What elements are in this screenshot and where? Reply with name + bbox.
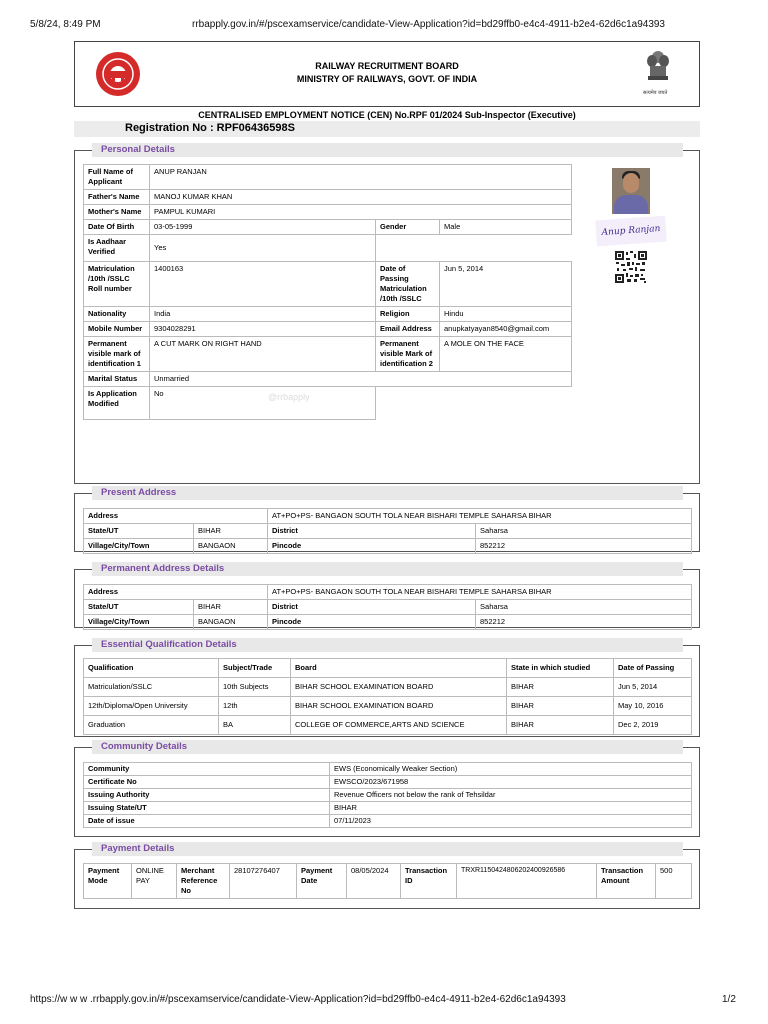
payment-mode-label: Payment Mode (84, 864, 132, 899)
village-value: BANGAON (194, 615, 268, 630)
table-cell: 12th (219, 697, 291, 716)
transaction-id-label: Transaction ID (401, 864, 457, 899)
column-header: State in which studied (507, 659, 614, 678)
roll-label: Matriculation /10th /SSLC Roll number (84, 262, 150, 307)
table-header-row (84, 659, 692, 678)
table-row (84, 524, 692, 539)
mark1-label: Permanent visible mark of identification 1 (84, 337, 150, 372)
section-title: Present Address (101, 487, 177, 498)
religion-value: Hindu (440, 307, 572, 322)
payment-mode-value: ONLINE PAY (132, 864, 177, 899)
village-label: Village/City/Town (84, 539, 194, 554)
mobile-value: 9304028291 (150, 322, 376, 337)
transaction-amount-label: Transaction Amount (597, 864, 656, 899)
table-row (84, 864, 692, 899)
district-label: District (268, 600, 476, 615)
table-cell: COLLEGE OF COMMERCE,ARTS AND SCIENCE (291, 716, 507, 735)
address-value: AT+PO+PS- BANGAON SOUTH TOLA NEAR BISHARI TEMPLE SAHARSA BIHAR (268, 585, 692, 600)
payment-section (74, 843, 700, 909)
table-row (84, 615, 692, 630)
table-cell: May 10, 2016 (614, 697, 692, 716)
qualification-section (74, 639, 700, 737)
table-row (84, 509, 692, 524)
passing-label: Date of Passing Matriculation /10th /SSLC (376, 262, 440, 307)
table-cell: Date of issue (84, 815, 330, 828)
table-cell: Community (84, 763, 330, 776)
community-table (83, 762, 692, 828)
personal-details-section (74, 144, 700, 484)
watermark-text: @rrbapply (268, 392, 310, 402)
aadhaar-value: Yes (150, 235, 376, 262)
table-cell: BIHAR (507, 697, 614, 716)
table-cell: BIHAR (507, 716, 614, 735)
present-address-section (74, 487, 700, 552)
print-datetime: 5/8/24, 8:49 PM (30, 19, 101, 30)
address-label: Address (84, 509, 268, 524)
table-cell: Matriculation/SSLC (84, 678, 219, 697)
table-row (84, 262, 572, 307)
section-title: Essential Qualification Details (101, 639, 237, 650)
roll-value: 1400163 (150, 262, 376, 307)
merchant-ref-label: Merchant Reference No (177, 864, 230, 899)
footer-url: https://w w w .rrbapply.gov.in/#/pscexamservice/candidate-View-Application?id=bd29ffb0-e4c4-4911-b2e4-62d6c1a94393 (30, 994, 566, 1005)
section-title: Community Details (101, 741, 188, 752)
table-cell: Revenue Officers not below the rank of Tehsildar (330, 789, 692, 802)
table-row (84, 539, 692, 554)
applicant-photo (612, 168, 650, 214)
table-row (84, 600, 692, 615)
father-name-value: MANOJ KUMAR KHAN (150, 190, 572, 205)
address-label: Address (84, 585, 268, 600)
table-cell: EWSCO/2023/671958 (330, 776, 692, 789)
table-row (84, 776, 692, 789)
table-row (84, 387, 572, 420)
board-title: RAILWAY RECRUITMENT BOARD (315, 61, 459, 71)
ministry-title: MINISTRY OF RAILWAYS, GOVT. OF INDIA (296, 74, 478, 84)
district-value: Saharsa (476, 600, 692, 615)
table-row (84, 678, 692, 697)
payment-date-value: 08/05/2024 (347, 864, 401, 899)
gender-value: Male (440, 220, 572, 235)
permanent-address-table (83, 584, 692, 630)
table-row (84, 165, 572, 190)
table-row (84, 697, 692, 716)
mobile-label: Mobile Number (84, 322, 150, 337)
state-value: BIHAR (194, 524, 268, 539)
pincode-label: Pincode (268, 539, 476, 554)
village-value: BANGAON (194, 539, 268, 554)
community-section (74, 741, 700, 837)
table-cell: BIHAR (507, 678, 614, 697)
registration-number: Registration No : RPF06436598S (125, 122, 295, 134)
table-cell: Issuing Authority (84, 789, 330, 802)
table-cell: Issuing State/UT (84, 802, 330, 815)
table-row (84, 815, 692, 828)
full-name-value: ANUP RANJAN (150, 165, 572, 190)
print-url: rrbapply.gov.in/#/pscexamservice/candidate-View-Application?id=bd29ffb0-e4c4-4911-b2e4-62d6c1a94393 (192, 19, 665, 30)
mother-name-label: Mother's Name (84, 205, 150, 220)
pincode-value: 852212 (476, 539, 692, 554)
national-emblem-icon (644, 50, 672, 88)
state-value: BIHAR (194, 600, 268, 615)
registration-bar (74, 121, 700, 137)
email-label: Email Address (376, 322, 440, 337)
religion-label: Religion (376, 307, 440, 322)
transaction-amount-value: 500 (656, 864, 692, 899)
email-value: anupkatyayan8540@gmail.com (440, 322, 572, 337)
pincode-value: 852212 (476, 615, 692, 630)
marital-label: Marital Status (84, 372, 150, 387)
table-cell: BA (219, 716, 291, 735)
table-cell: Graduation (84, 716, 219, 735)
qualification-table (83, 658, 692, 735)
state-label: State/UT (84, 524, 194, 539)
transaction-id-value: TRXR1150424806202400926586 (457, 864, 597, 899)
dob-value: 03-05-1999 (150, 220, 376, 235)
column-header: Board (291, 659, 507, 678)
column-header: Qualification (84, 659, 219, 678)
gender-label: Gender (376, 220, 440, 235)
emblem-caption: सत्यमेव जयते (643, 90, 668, 96)
nationality-label: Nationality (84, 307, 150, 322)
table-row (84, 235, 572, 262)
nationality-value: India (150, 307, 376, 322)
table-row (84, 337, 572, 372)
modified-label: Is Application Modified (84, 387, 150, 420)
address-value: AT+PO+PS- BANGAON SOUTH TOLA NEAR BISHARI TEMPLE SAHARSA BIHAR (268, 509, 692, 524)
applicant-signature: Anup Ranjan (595, 216, 667, 247)
table-row (84, 205, 572, 220)
table-cell: EWS (Economically Weaker Section) (330, 763, 692, 776)
mark2-label: Permanent visible Mark of identification 2 (376, 337, 440, 372)
table-row (84, 190, 572, 205)
present-address-table (83, 508, 692, 554)
district-value: Saharsa (476, 524, 692, 539)
village-label: Village/City/Town (84, 615, 194, 630)
mother-name-value: PAMPUL KUMARI (150, 205, 572, 220)
payment-date-label: Payment Date (297, 864, 347, 899)
table-row (84, 322, 572, 337)
table-cell: 12th/Diploma/Open University (84, 697, 219, 716)
section-title: Personal Details (101, 144, 175, 155)
page-number: 1/2 (722, 994, 736, 1005)
district-label: District (268, 524, 476, 539)
table-row (84, 307, 572, 322)
table-row (84, 789, 692, 802)
mark2-value: A MOLE ON THE FACE (440, 337, 572, 372)
modified-value: No (150, 387, 376, 420)
table-cell: 07/11/2023 (330, 815, 692, 828)
table-row (84, 585, 692, 600)
father-name-label: Father's Name (84, 190, 150, 205)
payment-table (83, 863, 692, 899)
table-cell: BIHAR SCHOOL EXAMINATION BOARD (291, 697, 507, 716)
marital-value: Unmarried (150, 372, 572, 387)
table-cell: Jun 5, 2014 (614, 678, 692, 697)
table-row (84, 763, 692, 776)
merchant-ref-value: 28107276407 (230, 864, 297, 899)
table-cell: Certificate No (84, 776, 330, 789)
column-header: Date of Passing (614, 659, 692, 678)
dob-label: Date Of Birth (84, 220, 150, 235)
table-row (84, 220, 572, 235)
table-row (84, 802, 692, 815)
pincode-label: Pincode (268, 615, 476, 630)
column-header: Subject/Trade (219, 659, 291, 678)
header-box (74, 41, 700, 107)
table-row (84, 372, 572, 387)
qr-code-icon (614, 250, 648, 284)
table-cell: Dec 2, 2019 (614, 716, 692, 735)
table-cell: BIHAR SCHOOL EXAMINATION BOARD (291, 678, 507, 697)
passing-value: Jun 5, 2014 (440, 262, 572, 307)
section-title: Permanent Address Details (101, 563, 225, 574)
personal-details-table (83, 164, 572, 420)
table-row (84, 716, 692, 735)
section-title: Payment Details (101, 843, 175, 854)
cen-title: CENTRALISED EMPLOYMENT NOTICE (CEN) No.RPF 01/2024 Sub-Inspector (Executive) (198, 110, 576, 120)
aadhaar-label: Is Aadhaar Verified (84, 235, 150, 262)
full-name-label: Full Name of Applicant (84, 165, 150, 190)
table-cell: BIHAR (330, 802, 692, 815)
state-label: State/UT (84, 600, 194, 615)
section-header (75, 143, 699, 157)
table-cell: 10th Subjects (219, 678, 291, 697)
permanent-address-section (74, 563, 700, 628)
mark1-value: A CUT MARK ON RIGHT HAND (150, 337, 376, 372)
